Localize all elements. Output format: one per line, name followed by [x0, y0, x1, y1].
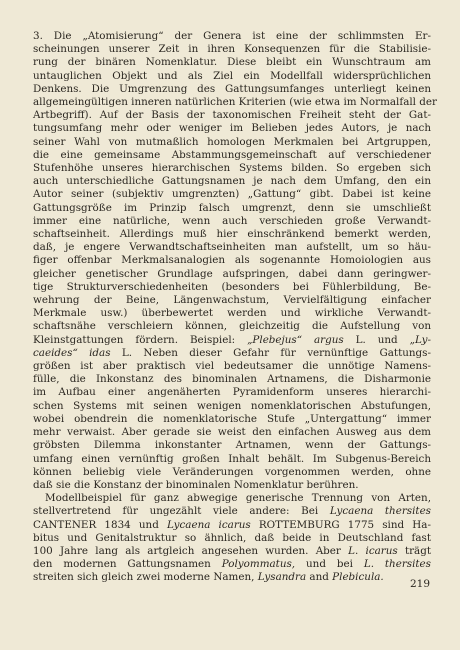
text-line: scheinungen unserer Zeit in ihren Konsequenzen für die Stabilisie-: [33, 43, 431, 56]
text-line: Merkmale usw.) überbewertet werden und wirkliche Verwandt-: [33, 307, 431, 320]
text-line: auch unterschiedliche Gattungsnamen je nach dem Umfang, den ein: [33, 175, 431, 188]
text-line: Kleinstgattungen fördern. Beispiel: „Plebejus“ argus L. und „Ly-: [33, 333, 431, 346]
paragraph-atomisierung: [33, 30, 437, 492]
text-line: Autor seiner (subjektiv umgrenzten) „Gattung“ gibt. Dabei ist keine: [33, 188, 431, 201]
text-line: seiner Wahl von mutmaßlich homologen Merkmalen bei Artgruppen,: [33, 135, 431, 148]
text-line: Denkens. Die Umgrenzung des Gattungsumfanges unterliegt keinen: [33, 82, 431, 95]
text-line: die eine gemeinsame Abstammungsgemeinschaft auf verschiedener: [33, 148, 431, 161]
text-line: CANTENER 1834 und Lycaena icarus ROTTEMBURG 1775 sind Ha-: [33, 518, 431, 531]
text-line: figer offenbar Merkmalsanalogien als sogenannte Homoiologien aus: [33, 254, 431, 267]
text-line: mehr verwaist. Aber gerade sie weist den einfachen Ausweg aus dem: [33, 426, 431, 439]
text-line: den modernen Gattungsnamen Polyommatus, und bei L. thersites: [33, 558, 431, 571]
text-line: allgemeingültigen inneren natürlichen Kriterien (wie etwa im Normalfall der: [33, 96, 437, 109]
text-line: immer eine natürliche, wenn auch verschieden große Verwandt-: [33, 214, 431, 227]
text-line: fülle, die Inkonstanz des binominalen Artnamens, die Disharmonie: [33, 373, 431, 386]
text-line: streiten sich gleich zwei moderne Namen, Lysandra and Plebicula.: [33, 571, 384, 584]
text-line: caeides“ idas L. Neben dieser Gefahr für vernünftige Gattungs-: [33, 346, 431, 359]
text-line: im Aufbau einer angenäherten Pyramidenform unseres hierarchi-: [33, 386, 431, 399]
text-line: bitus und Genitalstruktur so ähnlich, daß beide in Deutschland fast: [33, 531, 431, 544]
text-line: Gattungsgröße im Prinzip falsch umgrenzt, denn sie umschließt: [33, 201, 431, 214]
text-line: daß, je engere Verwandtschaftseinheiten man aufstellt, um so häu-: [33, 241, 431, 254]
text-line: können beliebig viele Veränderungen vorgenommen werden, ohne: [33, 465, 431, 478]
text-line: Artbegriff). Auf der Basis der taxonomischen Freiheit steht der Gat-: [33, 109, 431, 122]
text-line: schaftsnähe verschleiern können, gleichzeitig die Aufstellung von: [33, 320, 431, 333]
text-line: gröbsten Dilemma inkonstanter Artnamen, wenn der Gattungs-: [33, 439, 431, 452]
text-line: Modellbeispiel für ganz abwegige generische Trennung von Arten,: [45, 492, 431, 505]
text-line: schen Systems mit seinen wenigen nomenklatorischen Abstufungen,: [33, 399, 431, 412]
text-line: größen ist aber praktisch viel bedeutsamer die unnötige Namens-: [33, 360, 431, 373]
text-line: daß sie die Konstanz der binominalen Nomenklatur berühren.: [33, 478, 359, 491]
text-line: tige Strukturverschiedenheiten (besonders bei Fühlerbildung, Be-: [33, 280, 431, 293]
paragraph-modellbeispiel: [33, 492, 431, 584]
text-line: tungsumfang mehr oder weniger im Belieben jedes Autors, je nach: [33, 122, 431, 135]
text-line: 3. Die „Atomisierung“ der Genera ist eine der schlimmsten Er-: [33, 30, 431, 42]
text-line: rung der binären Nomenklatur. Diese bleibt ein Wunschtraum am: [33, 56, 431, 69]
text-line: wehrung der Beine, Längenwachstum, Vervielfältigung einfacher: [33, 294, 431, 307]
text-line: gleicher genetischer Grundlage aufspringen, dabei dann geringwer-: [33, 267, 431, 280]
text-line: wobei obendrein die nomenklatorische Stufe „Untergattung“ immer: [33, 412, 431, 425]
text-line: untauglichen Objekt und als Ziel ein Modellfall widersprüchlichen: [33, 69, 431, 82]
text-line: Stufenhöhe unseres hierarchischen Systems bilden. So ergeben sich: [33, 162, 431, 175]
text-line: schaftseinheit. Allerdings muß hier einschränkend bemerkt werden,: [33, 228, 431, 241]
text-line: stellvertretend für ungezählt viele andere: Bei Lycaena thersites: [33, 505, 431, 518]
text-line: umfang einen vernünftig großen Inhalt behält. Im Subgenus-Bereich: [33, 452, 431, 465]
text-line: 100 Jahre lang als artgleich angesehen wurden. Aber L. icarus trägt: [33, 544, 431, 557]
page-number: 219: [409, 578, 430, 590]
